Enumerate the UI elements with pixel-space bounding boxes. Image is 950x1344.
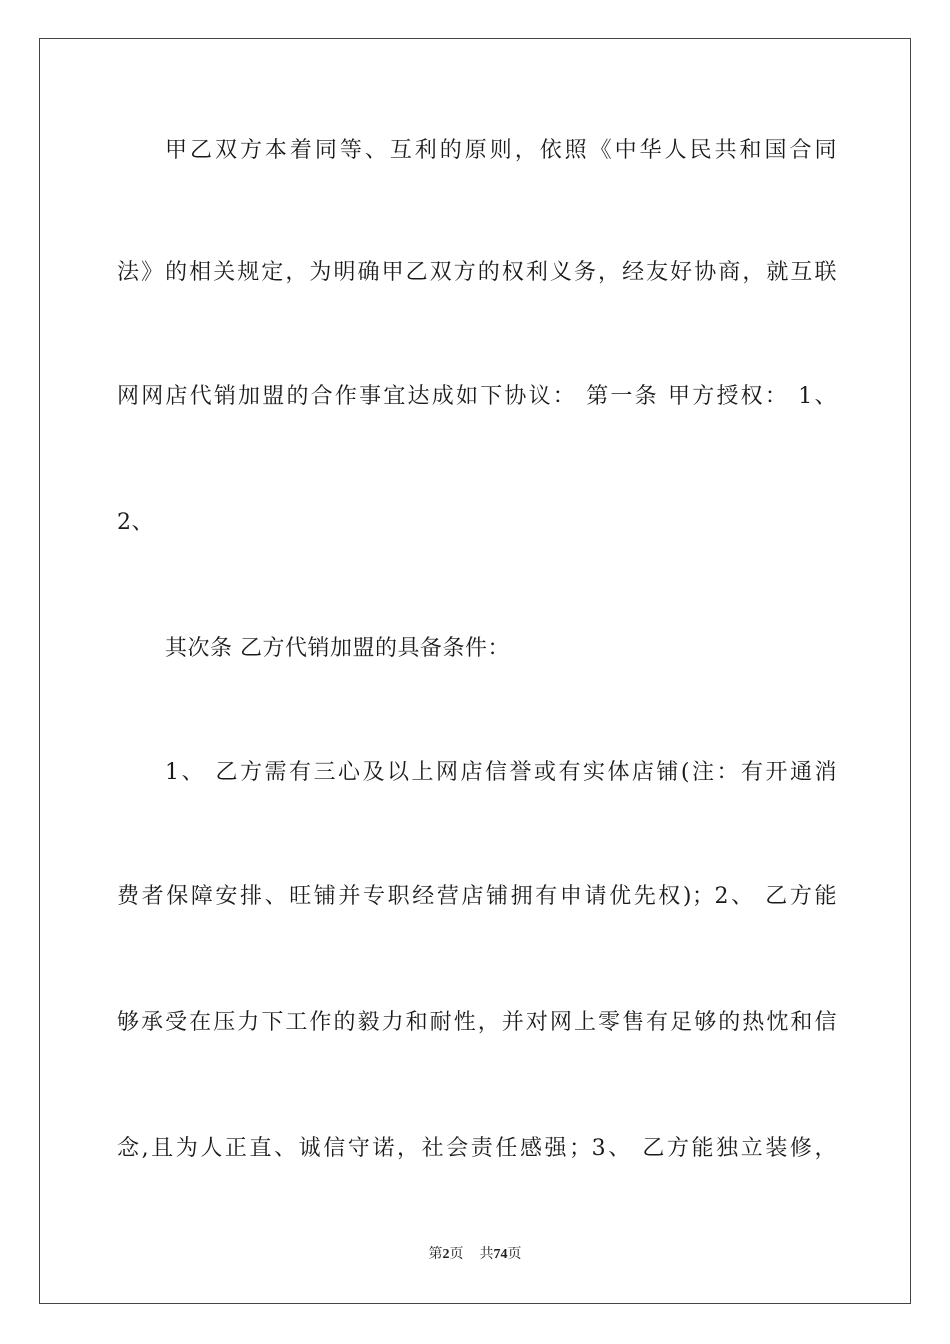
paragraph-line: 其次条 乙方代销加盟的具备条件： <box>165 636 510 661</box>
paragraph-line: 甲乙双方本着同等、互利的原则，依照《中华人民共和国合同 <box>165 138 837 163</box>
paragraph-line: 念,且为人正直、诚信守诺，社会责任感强；3、 乙方能独立装修， <box>117 1136 837 1161</box>
total-suffix: 页 <box>507 1246 522 1262</box>
page-suffix: 页 <box>449 1246 464 1262</box>
paragraph-line: 1、 乙方需有三心及以上网店信誉或有实体店铺(注：有开通消 <box>165 760 837 785</box>
paragraph-line: 法》的相关规定，为明确甲乙双方的权利义务，经友好协商，就互联 <box>117 260 837 285</box>
paragraph-line: 费者保障安排、旺铺并专职经营店铺拥有申请优先权)；2、 乙方能 <box>117 884 837 909</box>
page-border <box>39 38 911 1304</box>
paragraph-line: 2、 <box>117 510 154 535</box>
page-number: 2 <box>442 1247 450 1262</box>
total-prefix: 共 <box>479 1246 494 1262</box>
paragraph-line: 够承受在压力下工作的毅力和耐性，并对网上零售有足够的热忱和信 <box>117 1010 837 1035</box>
page-prefix: 第 <box>428 1246 443 1262</box>
page-footer <box>0 1244 950 1265</box>
paragraph-line: 网网店代销加盟的合作事宜达成如下协议： 第一条 甲方授权： 1、 <box>117 384 837 409</box>
total-pages: 74 <box>493 1247 508 1262</box>
